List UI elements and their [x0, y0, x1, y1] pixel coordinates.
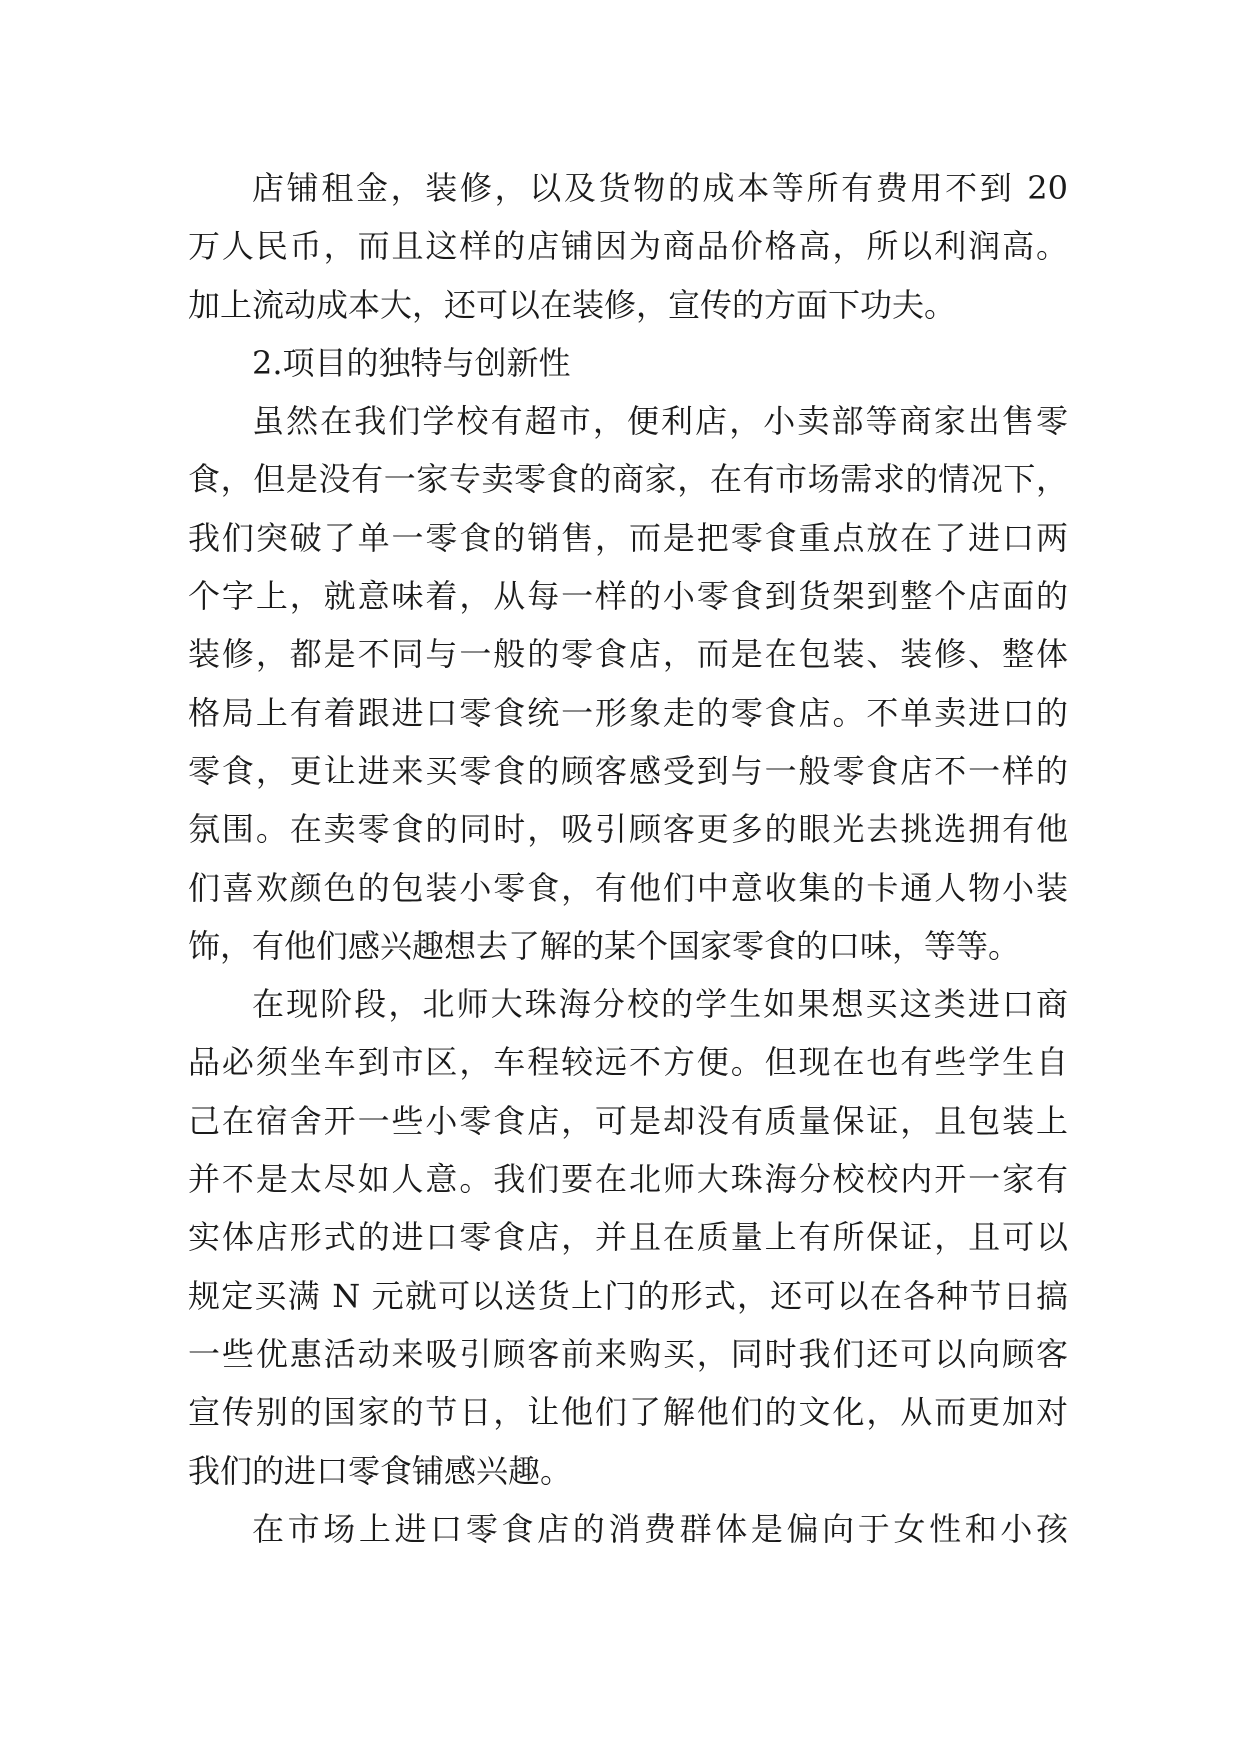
text-line: 食，但是没有一家专卖零食的商家，在有市场需求的情况下， [188, 460, 1068, 499]
text-line: 们喜欢颜色的包装小零食，有他们中意收集的卡通人物小装 [188, 868, 1068, 907]
text-line: 店铺租金，装修，以及货物的成本等所有费用不到 20 [252, 169, 1068, 207]
text-line: 格局上有着跟进口零食统一形象走的零食店。不单卖进口的 [188, 693, 1068, 732]
text-line: 加上流动成本大，还可以在装修，宣传的方面下功夫。 [188, 285, 957, 324]
text-line: 万人民币，而且这样的店铺因为商品价格高，所以利润高。 [188, 227, 1068, 266]
text-line: 装修，都是不同与一般的零食店，而是在包装、装修、整体 [188, 635, 1068, 674]
text-line: 规定买满 N 元就可以送货上门的形式，还可以在各种节日搞 [188, 1276, 1068, 1315]
text-line: 实体店形式的进口零食店，并且在质量上有所保证，且可以 [188, 1218, 1068, 1257]
text-line: 我们突破了单一零食的销售，而是把零食重点放在了进口两 [188, 518, 1068, 557]
text-line: 宣传别的国家的节日，让他们了解他们的文化，从而更加对 [188, 1393, 1068, 1432]
text-line: 零食，更让进来买零食的顾客感受到与一般零食店不一样的 [188, 751, 1068, 790]
text-line: 在市场上进口零食店的消费群体是偏向于女性和小孩 [252, 1509, 1068, 1548]
text-line: 个字上，就意味着，从每一样的小零食到货架到整个店面的 [188, 577, 1068, 616]
text-line: 品必须坐车到市区，车程较远不方便。但现在也有些学生自 [188, 1043, 1068, 1082]
text-line: 我们的进口零食铺感兴趣。 [188, 1451, 573, 1490]
text-line: 虽然在我们学校有超市，便利店，小卖部等商家出售零 [252, 402, 1068, 441]
text-line: 己在宿舍开一些小零食店，可是却没有质量保证，且包装上 [188, 1101, 1068, 1140]
text-line: 并不是太尽如人意。我们要在北师大珠海分校校内开一家有 [188, 1160, 1068, 1199]
text-line: 一些优惠活动来吸引顾客前来购买，同时我们还可以向顾客 [188, 1334, 1068, 1373]
section-heading: 2.项目的独特与创新性 [252, 343, 571, 382]
text-line: 饰，有他们感兴趣想去了解的某个国家零食的口味，等等。 [188, 926, 1021, 965]
text-line: 氛围。在卖零食的同时，吸引顾客更多的眼光去挑选拥有他 [188, 810, 1068, 849]
document-body [188, 159, 1068, 1558]
text-line: 在现阶段，北师大珠海分校的学生如果想买这类进口商 [252, 985, 1068, 1024]
